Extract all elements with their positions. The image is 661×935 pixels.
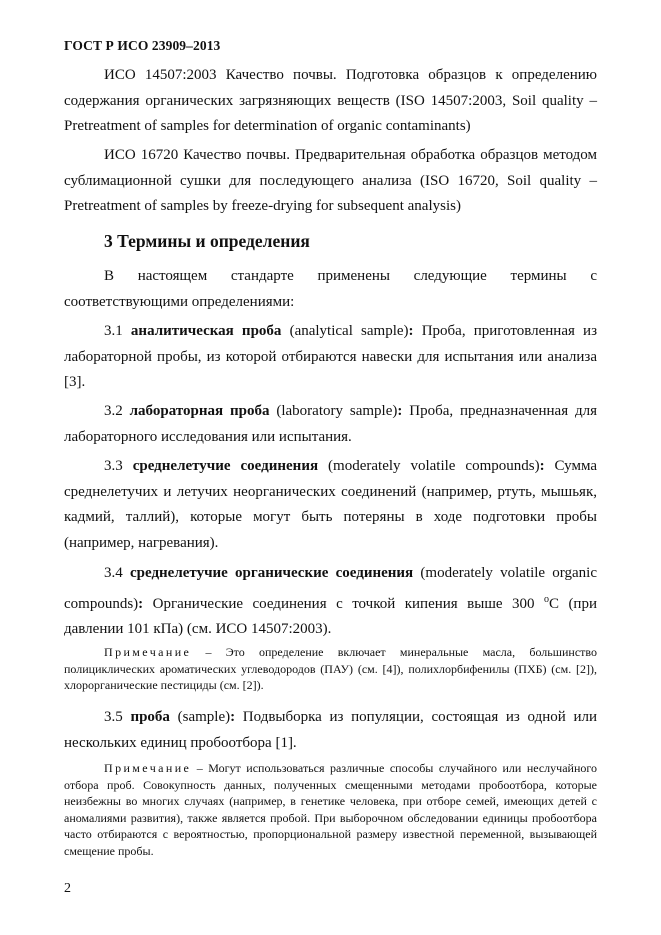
note-label: Примечание [104, 645, 192, 659]
term-definition: Проба, приготовленная из лабораторной пробы, из которой отбираются навески для испытания или анализа [3]. [64, 323, 597, 390]
degree-superscript: o [543, 593, 549, 605]
term-name: среднелетучие соединения [132, 458, 319, 474]
term-moderately-volatile-organic-compounds: 3.4 среднелетучие органические соединения (moderately volatile organic compounds): Органические соединения с точкой кипения выше 300 $^o$С (при давлении 101 кПа) (см. ИСО 14507:2003). [64, 565, 598, 637]
section-intro: В настоящем стандарте применены следующие термины с соответствующими определениями: [64, 268, 597, 310]
term-name: проба [130, 709, 170, 725]
note-label: Примечание [104, 761, 192, 775]
term-english: (laboratory sample) [276, 403, 398, 419]
term-definition: Проба, предназначенная для лабораторного исследования или испытания. [64, 403, 598, 445]
term-laboratory-sample: 3.2 лабораторная проба (laboratory sample): Проба, предназначенная для лабораторного исследования или испытания. [64, 403, 598, 445]
term-sample: 3.5 проба (sample): Подвыборка из популяции, состоящая из одной или нескольких единиц пробоотбора [1]. [64, 709, 598, 751]
term-number: 3.2 [104, 403, 123, 419]
reference-iso-16720: ИСО 16720 Качество почвы. Предварительная обработка образцов методом сублимационной сушки для последующего анализа (ISO 16720, Soil quality – Pretreatment of samples by freeze-drying for subsequent analysis) [64, 147, 597, 214]
note-1 [64, 644, 597, 694]
term-english: (moderately volatile compounds) [328, 458, 540, 474]
term-number: 3.3 [104, 458, 123, 474]
term-definition: Сумма среднелетучих и летучих неорганических соединений (например, ртуть, мышьяк, кадмий, таллий), которые могут быть потеряны в ходе подготовки пробы (например, нагревания). [64, 458, 598, 551]
reference-iso-14507: ИСО 14507:2003 Качество почвы. Подготовка образцов к определению содержания органических загрязняющих веществ (ISO 14507:2003, Soil quality – Pretreatment of samples for determination of organic contaminants) [64, 67, 597, 134]
term-english: (analytical sample) [289, 323, 409, 339]
term-name: лабораторная проба [129, 403, 270, 419]
note-text: – Могут использоваться различные способы случайного или неслучайного отбора проб. Совокупность данных, полученных смещенными методами пробоотбора, которые неизбежны во многих случаях (например, в генетике человека, при отборе семей, имеющих детей с аномалиями развития), также является пробой. При выборочном обследовании единицы пробоотбора часто отбираются с вероятностью, пропорциональной размеру известной переменной, вызывающей смещение пробы. [64, 761, 598, 858]
note-text: – Это определение включает минеральные масла, большинство полициклических ароматических углеводородов (ПАУ) (см. [4]), полихлорбифенилы (ПХБ) (см. [2]), хлорорганические пестициды (см. [2]). [64, 645, 598, 692]
standard-header: ГОСТ Р ИСО 23909–2013 [64, 38, 221, 53]
term-number: 3.5 [104, 709, 123, 725]
term-name: аналитическая проба [130, 323, 282, 339]
term-analytical-sample: 3.1 аналитическая проба (analytical sample): Проба, приготовленная из лабораторной пробы, из которой отбираются навески для испытания или анализа [3]. [64, 323, 597, 390]
term-definition: Подвыборка из популяции, состоящая из одной или нескольких единиц пробоотбора [1]. [64, 709, 598, 751]
term-name: среднелетучие органические соединения [129, 565, 414, 581]
note-2 [64, 760, 597, 859]
term-moderately-volatile-compounds: 3.3 среднелетучие соединения (moderately volatile compounds): Сумма среднелетучих и летучих неорганических соединений (например, ртуть, мышьяк, кадмий, таллий), которые могут быть потеряны в ходе подготовки пробы (например, нагревания). [64, 458, 598, 551]
term-english: (moderately volatile organic compounds) [64, 565, 598, 612]
term-english: (sample) [177, 709, 231, 725]
page-number: 2 [64, 881, 71, 896]
term-number: 3.4 [104, 565, 123, 581]
term-definition-cont: С (при давлении 101 кПа) (см. ИСО 14507:2003). [64, 595, 597, 637]
section-title: 3 Термины и определения [104, 231, 310, 251]
term-number: 3.1 [104, 323, 123, 339]
term-definition: Органические соединения с точкой кипения выше 300 [152, 595, 544, 612]
